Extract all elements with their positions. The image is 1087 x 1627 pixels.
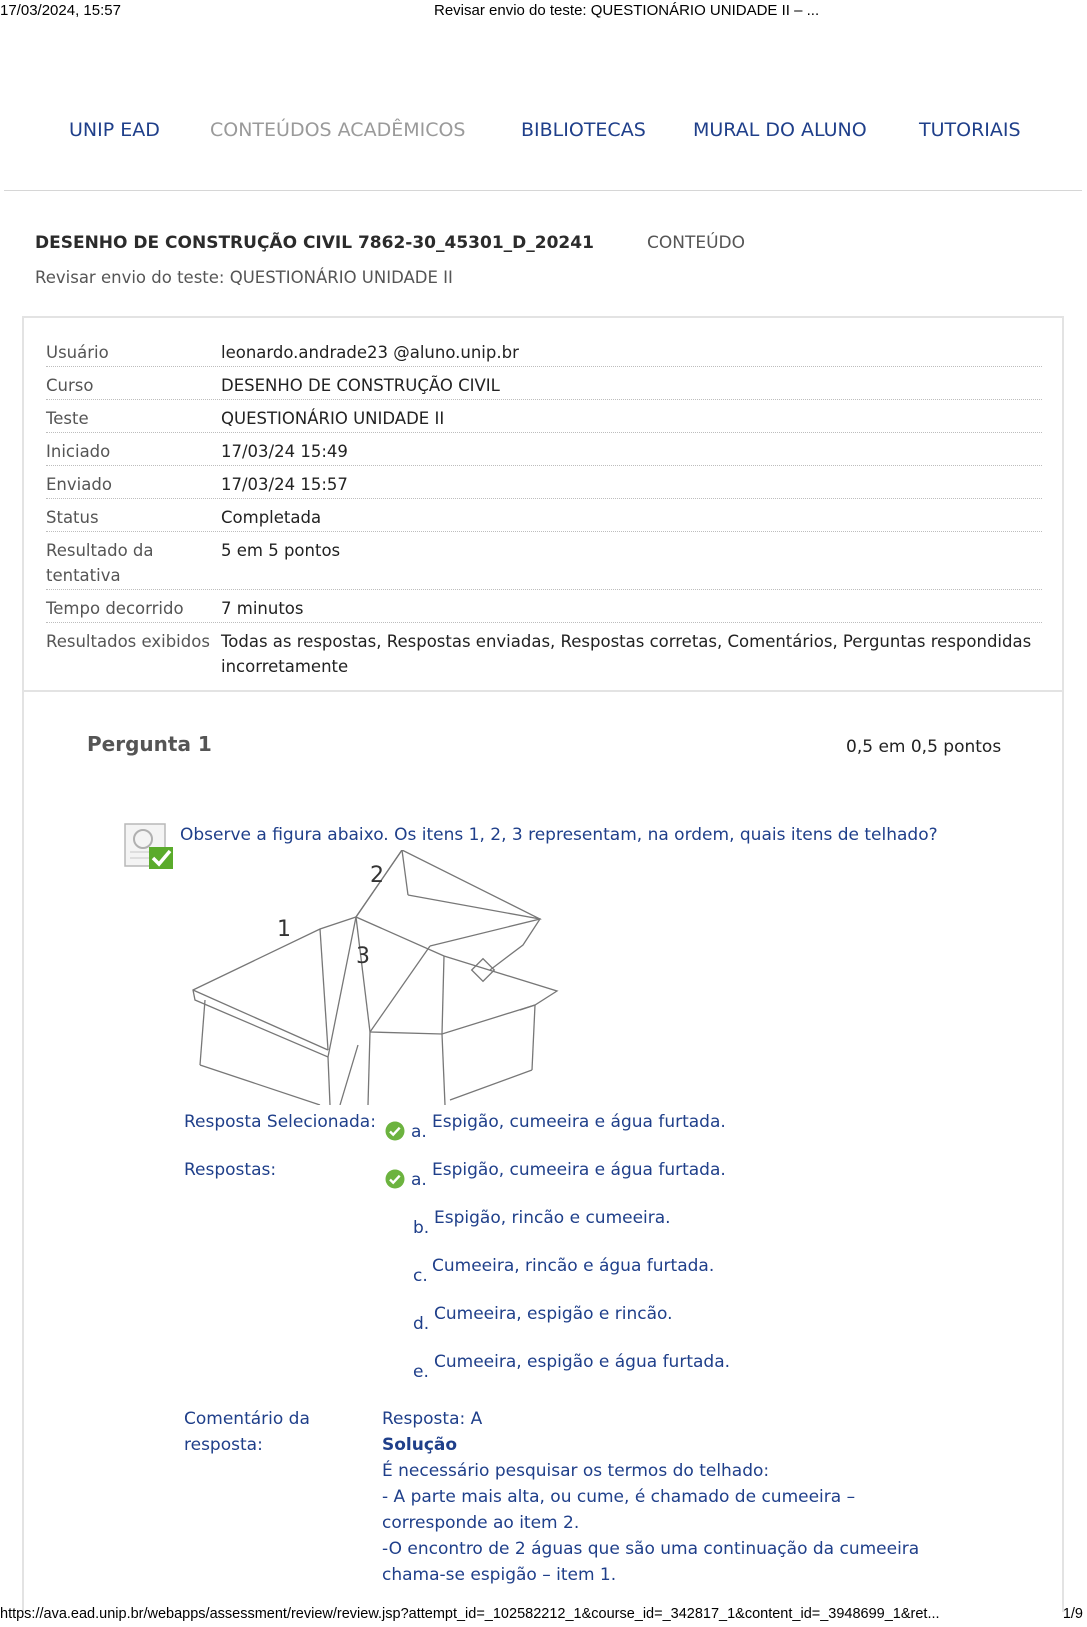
- answer-letter: c.: [413, 1266, 428, 1286]
- nav-mural-do-aluno[interactable]: MURAL DO ALUNO: [693, 119, 867, 141]
- summary-label: Usuário: [46, 343, 109, 362]
- summary-value: leonardo.andrade23 @aluno.unip.br: [221, 343, 519, 362]
- attempt-summary: [22, 316, 1064, 692]
- answer-comment: [382, 1406, 942, 1588]
- content-link[interactable]: CONTEÚDO: [647, 233, 746, 253]
- nav-bibliotecas[interactable]: BIBLIOTECAS: [521, 119, 646, 141]
- answer-option: Espigão, rincão e cumeeira.: [434, 1208, 671, 1228]
- summary-row: [46, 334, 1042, 367]
- print-date: 17/03/2024, 15:57: [0, 2, 121, 19]
- answer-option: Cumeeira, espigão e rincão.: [434, 1304, 673, 1324]
- comment-label: Comentário da resposta:: [184, 1409, 310, 1455]
- figure-label-1: 1: [277, 917, 291, 942]
- course-title[interactable]: DESENHO DE CONSTRUÇÃO CIVIL 7862-30_45301_D_20241: [35, 233, 594, 253]
- summary-value: Todas as respostas, Respostas enviadas, Respostas corretas, Comentários, Perguntas respondidas incorretamente: [221, 632, 1032, 676]
- summary-row: [46, 466, 1042, 499]
- answer-letter: e.: [413, 1362, 429, 1382]
- question-text: Observe a figura abaixo. Os itens 1, 2, 3 representam, na ordem, quais itens de telhado?: [180, 825, 938, 845]
- summary-value: Completada: [221, 508, 322, 527]
- summary-value: DESENHO DE CONSTRUÇÃO CIVIL: [221, 376, 500, 395]
- selected-answer-letter: a.: [411, 1122, 427, 1142]
- comment-heading: Solução: [382, 1435, 458, 1455]
- summary-row: [46, 400, 1042, 433]
- selected-answer-label: Resposta Selecionada:: [184, 1112, 376, 1132]
- summary-row: [46, 367, 1042, 400]
- comment-line: -O encontro de 2 águas que são uma continuação da cumeeira chama-se espigão – item 1.: [382, 1539, 920, 1585]
- summary-label: Resultados exibidos: [46, 632, 210, 651]
- print-footer: [0, 1603, 1087, 1625]
- summary-row: [46, 623, 1042, 681]
- summary-value: 17/03/24 15:57: [221, 475, 348, 494]
- nav-divider: [4, 190, 1082, 191]
- answer-letter: d.: [413, 1314, 430, 1334]
- check-icon: [385, 1169, 405, 1189]
- summary-value: 7 minutos: [221, 599, 304, 618]
- question-title: Pergunta 1: [87, 732, 212, 756]
- correct-answer-icon: [124, 822, 174, 870]
- figure-label-3: 3: [356, 944, 370, 969]
- comment-line: Resposta: A: [382, 1409, 483, 1429]
- answer-option: Cumeeira, rincão e água furtada.: [432, 1256, 715, 1276]
- check-icon: [385, 1121, 405, 1141]
- summary-value: 17/03/24 15:49: [221, 442, 348, 461]
- comment-line: É necessário pesquisar os termos do telhado:: [382, 1461, 770, 1481]
- summary-row: [46, 590, 1042, 623]
- summary-row: [46, 433, 1042, 466]
- answer-option: Espigão, cumeeira e água furtada.: [432, 1160, 726, 1180]
- page-title: Revisar envio do teste: QUESTIONÁRIO UNIDADE II: [35, 268, 453, 287]
- summary-row: [46, 532, 1042, 590]
- nav-tutoriais[interactable]: TUTORIAIS: [919, 119, 1021, 141]
- summary-value: QUESTIONÁRIO UNIDADE II: [221, 409, 445, 428]
- question-points: 0,5 em 0,5 pontos: [846, 737, 1002, 757]
- answers-label: Respostas:: [184, 1160, 277, 1180]
- nav-unip-ead[interactable]: UNIP EAD: [69, 119, 160, 141]
- top-nav: [0, 115, 1087, 149]
- summary-label: Curso: [46, 376, 94, 395]
- answer-letter: b.: [413, 1218, 430, 1238]
- selected-answer-text: Espigão, cumeeira e água furtada.: [432, 1112, 726, 1132]
- answer-option: Cumeeira, espigão e água furtada.: [434, 1352, 731, 1372]
- print-header: [0, 0, 1087, 24]
- summary-value: 5 em 5 pontos: [221, 541, 341, 560]
- summary-row: [46, 499, 1042, 532]
- summary-label: Enviado: [46, 475, 112, 494]
- answer-letter: a.: [411, 1170, 427, 1190]
- summary-label: Iniciado: [46, 442, 111, 461]
- print-url: https://ava.ead.unip.br/webapps/assessment/review/review.jsp?attempt_id=_102582212_1&course_id=_342817_1&content_id=_3948699_1&ret...: [0, 1606, 940, 1622]
- roof-figure: [190, 850, 570, 1105]
- summary-label: Tempo decorrido: [46, 599, 184, 618]
- summary-label: Status: [46, 508, 99, 527]
- comment-line: - A parte mais alta, ou cume, é chamado de cumeeira – corresponde ao item 2.: [382, 1487, 856, 1533]
- page-number: 1/9: [1062, 1606, 1083, 1622]
- figure-label-2: 2: [370, 863, 384, 888]
- print-title: Revisar envio do teste: QUESTIONÁRIO UNIDADE II – ...: [434, 2, 820, 19]
- nav-conteudos-academicos[interactable]: CONTEÚDOS ACADÊMICOS: [210, 119, 466, 141]
- summary-label: Teste: [46, 409, 89, 428]
- summary-label: Resultado da tentativa: [46, 541, 154, 585]
